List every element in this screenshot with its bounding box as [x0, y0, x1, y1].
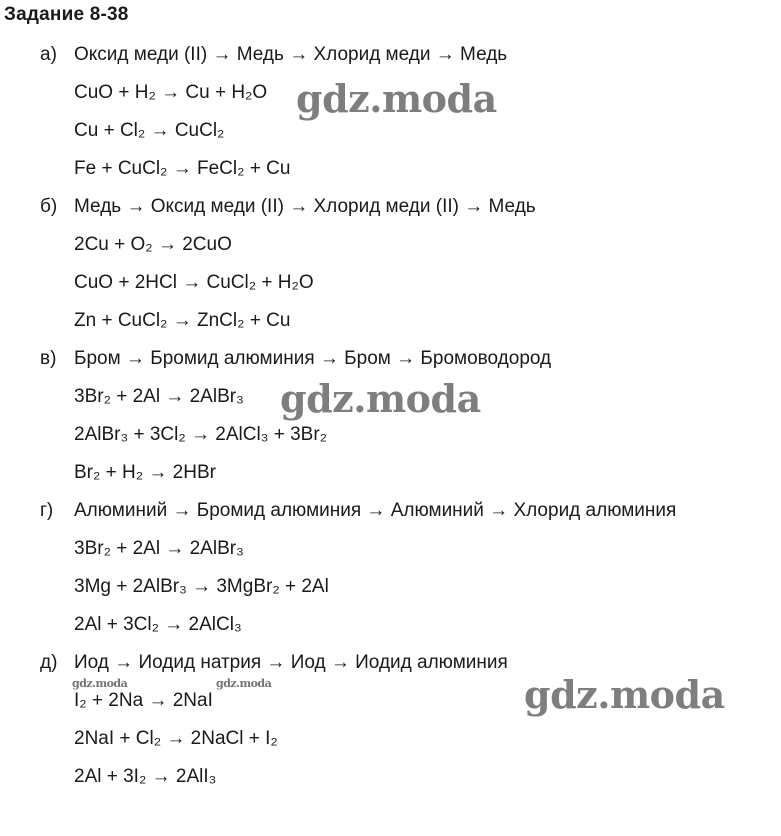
watermark-small: gdz.moda — [216, 677, 272, 690]
equation: Cu + Cl₂ → CuCl₂ — [74, 120, 225, 141]
equation: Br₂ + H₂ → 2HBr — [74, 462, 216, 483]
equation: 3Br₂ + 2Al → 2AlBr₃ — [74, 538, 244, 559]
section-marker: б) — [40, 196, 58, 217]
equation: 3Mg + 2AlBr₃ → 3MgBr₂ + 2Al — [74, 576, 329, 597]
equation: CuO + H₂ → Cu + H₂O — [74, 82, 268, 103]
section-marker: в) — [40, 348, 57, 369]
section-marker: а) — [40, 44, 57, 65]
section-heading: Оксид меди (II) → Медь → Хлорид меди → Медь — [74, 44, 508, 65]
watermark-small: gdz.moda — [72, 677, 128, 690]
equation: CuO + 2HCl → CuCl₂ + H₂O — [74, 272, 314, 293]
section-marker: д) — [40, 652, 58, 673]
equation: I₂ + 2Na → 2NaI — [74, 690, 213, 711]
equation: 2AlBr₃ + 3Cl₂ → 2AlCl₃ + 3Br₂ — [74, 424, 328, 445]
equation: 3Br₂ + 2Al → 2AlBr₃ — [74, 386, 244, 407]
watermark-logo: gdz.moda — [280, 376, 481, 421]
equation: Zn + CuCl₂ → ZnCl₂ + Cu — [74, 310, 291, 331]
equation: Fe + CuCl₂ → FeCl₂ + Cu — [74, 158, 291, 179]
section-marker: г) — [40, 500, 54, 521]
section-heading: Медь → Оксид меди (II) → Хлорид меди (II) → Медь — [74, 196, 536, 217]
section-heading: Бром → Бромид алюминия → Бром → Бромоводород — [74, 348, 552, 369]
section-heading: Алюминий → Бромид алюминия → Алюминий → Хлорид алюминия — [74, 500, 677, 521]
equation: 2Al + 3Cl₂ → 2AlCl₃ — [74, 614, 242, 635]
equation: 2Al + 3I₂ → 2AlI₃ — [74, 766, 217, 787]
watermark-logo: gdz.moda — [524, 672, 725, 717]
watermark-logo: gdz.moda — [296, 76, 497, 121]
equation: 2Cu + O₂ → 2CuO — [74, 234, 232, 255]
section-heading: Иод → Иодид натрия → Иод → Иодид алюминия — [74, 652, 508, 673]
equation: 2NaI + Cl₂ → 2NaCl + I₂ — [74, 728, 278, 749]
page-title: Задание 8-38 — [4, 4, 129, 25]
